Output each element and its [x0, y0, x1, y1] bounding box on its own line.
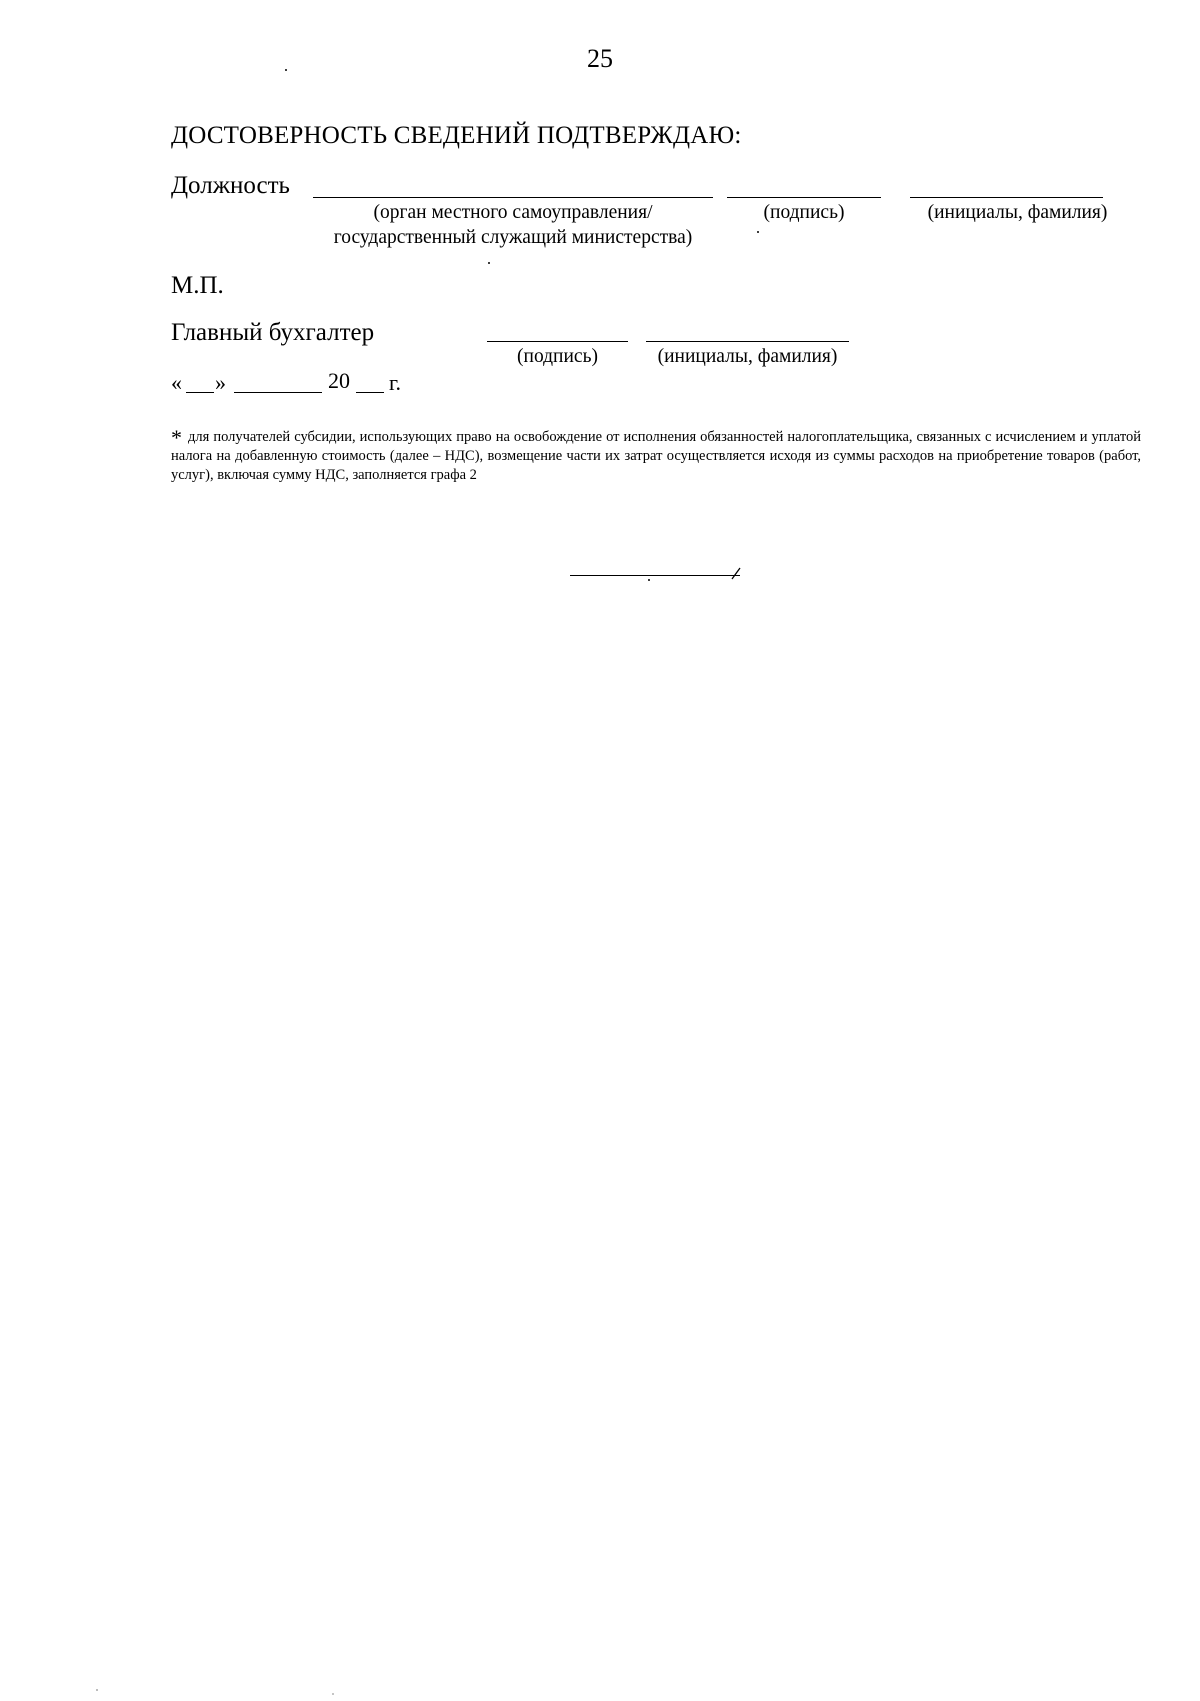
position-signature-caption: (подпись) [763, 202, 845, 223]
position-org-caption-line1: (орган местного самоуправления/ [373, 202, 653, 223]
stamp-place-label: М.П. [171, 272, 224, 299]
chief-accountant-name-caption: (инициалы, фамилия) [657, 346, 838, 367]
chief-accountant-signature-blank[interactable] [487, 341, 628, 342]
date-year-suffix: г. [389, 370, 402, 395]
scan-dot [96, 1689, 98, 1691]
chief-accountant-label: Главный бухгалтер [171, 319, 375, 346]
position-signature-blank[interactable] [727, 197, 881, 198]
scan-dot [488, 262, 490, 264]
scan-dot [648, 579, 650, 581]
footnote-text: для получателей субсидии, использующих право на освобождение от исполнения обязанностей налогоплательщика, связанных с исчислением и уплатой налога на добавленную стоимость (далее – НДС), возмещение части их затрат осуществляется исходя из суммы расходов на приобретение товаров (работ, услуг), включая сумму НДС, заполняется графа 2 [171, 429, 1141, 483]
position-org-blank[interactable] [313, 197, 713, 198]
date-year-blank[interactable] [356, 392, 384, 393]
chief-accountant-name-blank[interactable] [646, 341, 849, 342]
certification-heading: ДОСТОВЕРНОСТЬ СВЕДЕНИЙ ПОДТВЕРЖДАЮ: [171, 122, 742, 149]
scan-dot [757, 231, 759, 233]
date-month-blank[interactable] [234, 392, 322, 393]
scan-dot [285, 69, 287, 71]
footnote-marker: * [171, 425, 182, 450]
page-number: 25 [587, 44, 613, 73]
footnote [171, 425, 1141, 485]
position-org-caption [313, 200, 713, 250]
position-org-caption-line2: государственный служащий министерства) [333, 227, 693, 248]
closing-separator-line [570, 575, 740, 576]
scan-dot [332, 1693, 334, 1695]
position-name-caption: (инициалы, фамилия) [927, 202, 1108, 223]
date-open-quote: « [171, 370, 182, 395]
position-name-blank[interactable] [910, 197, 1103, 198]
position-label: Должность [171, 172, 290, 199]
chief-accountant-signature-caption: (подпись) [517, 346, 598, 367]
date-year-prefix: 20 [328, 368, 350, 393]
date-day-blank[interactable] [186, 392, 214, 393]
date-close-quote: » [215, 370, 226, 395]
scan-mark [728, 566, 744, 582]
